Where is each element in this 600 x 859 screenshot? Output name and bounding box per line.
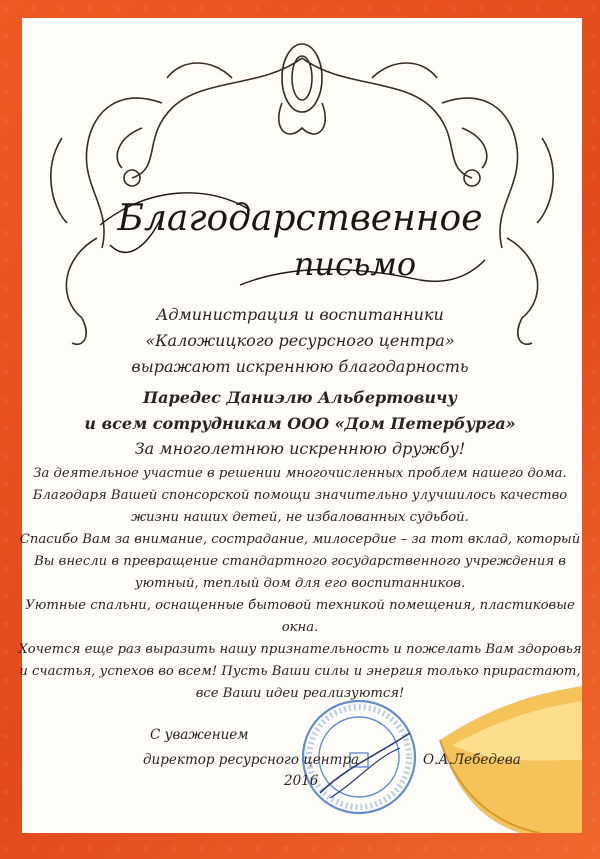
intro-line: «Каложицкого ресурсного центра» (145, 331, 455, 350)
recipient-company: и всем сотрудникам ООО «Дом Петербурга» (84, 414, 516, 433)
title-line-1: Благодарственное (117, 198, 483, 239)
signer-name: О.А.Лебедева (423, 752, 521, 768)
body-line: окна. (281, 620, 319, 635)
title-line-2: письмо (293, 245, 417, 283)
body-line: Вы внесли в превращение стандартного государственного учреждения в (34, 554, 566, 569)
recipient-name: Паредес Даниэлю Альбертовичу (143, 388, 457, 407)
body-line: Благодаря Вашей спонсорской помощи значительно улучшилось качество (32, 488, 568, 503)
signer-position: директор ресурсного центра (143, 752, 360, 768)
intro-line: выражают искреннюю благодарность (131, 357, 469, 376)
body-line: уютный, теплый дом для его воспитанников. (134, 576, 466, 591)
body-line: Уютные спальни, оснащенные бытовой техникой помещения, пластиковые (25, 598, 575, 613)
body-line: Хочется еще раз выразить нашу признательность и пожелать Вам здоровья (18, 642, 582, 657)
body-line: жизни наших детей, не избалованных судьбой. (131, 510, 469, 525)
body-line: За деятельное участие в решении многочисленных проблем нашего дома. (33, 466, 567, 481)
intro-line: Администрация и воспитанники (156, 305, 444, 324)
closing-line: С уважением (150, 727, 249, 743)
body-line: Спасибо Вам за внимание, сострадание, милосердие – за тот вклад, который (19, 532, 581, 547)
body-line: все Ваши идеи реализуются! (195, 686, 405, 701)
body-line: и счастья, успехов во всем! Пусть Ваши силы и энергия только прирастают, (19, 664, 581, 679)
friendship-line: За многолетнюю искреннюю дружбу! (134, 439, 466, 458)
document-year: 2016 (284, 773, 319, 789)
